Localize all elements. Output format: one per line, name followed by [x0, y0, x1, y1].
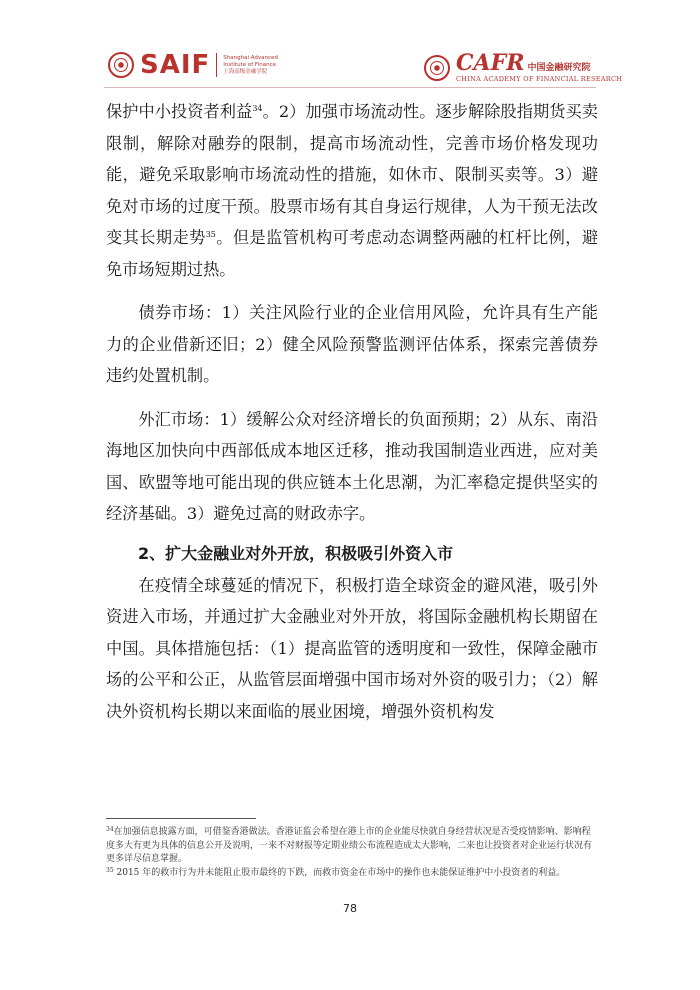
page-header	[0, 0, 700, 96]
footnote-rule	[106, 818, 256, 819]
logo-divider	[216, 53, 217, 77]
paragraph-foreign-capital: 在疫情全球蔓延的情况下，积极打造全球资金的避风港，吸引外资进入市场，并通过扩大金融业对外开放，将国际金融机构长期留在中国。具体措施包括：（1）提高监管的透明度和一致性，保障金融市场的公平和公正，从监管层面增强中国市场对外资的吸引力；（2）解决外资机构长期以来面临的展业困境，增强外资机构发	[106, 575, 598, 721]
cafr-seal-icon	[424, 55, 450, 81]
footnote-35: $^{35}$ 2015 年的救市行为并未能阻止股市最终的下跌，而救市资金在市场中的操作也未能保证维护中小投资者的利益。	[106, 866, 566, 878]
saif-seal-icon	[108, 52, 134, 78]
saif-subtitle	[223, 55, 278, 76]
paragraph-stock-market: 保护中小投资者利益$^{34}$。2）加强市场流动性。逐步解除股指期货买卖限制，解除对融券的限制，提高市场流动性，完善市场价格发现功能，避免采取影响市场流动性的措施，如休市、限制买卖等。3）避免对市场的过度干预。股票市场有其自身运行规律，人为干预无法改变其长期走势$^{35}$。但是监管机构可考虑动态调整两融的杠杆比例，避免市场短期过热。	[106, 102, 599, 279]
footnote-34: $^{34}$在加强信息披露方面，可借鉴香港做法。香港证监会希望在港上市的企业能尽快就自身经营状况是否受疫情影响、影响程度多大有更为具体的信息公开及说明，一来不对财报等定期业绩公布流程造成太大影响，二来也让投资者对企业运行状况有更多详尽信息掌握。	[106, 826, 593, 864]
cafr-english-name: CHINA ACADEMY OF FINANCIAL RESEARCH	[456, 75, 623, 83]
footnote-ref-34: 34	[252, 104, 263, 113]
saif-sub-line3: 上海高级金融学院	[223, 68, 268, 75]
saif-logo-text: SAIF	[140, 50, 211, 80]
header-rule	[104, 87, 596, 88]
saif-logo	[108, 52, 278, 78]
cafr-chinese-name: 中国金融研究院	[527, 63, 591, 73]
cafr-logo	[424, 52, 622, 83]
paragraph-fx-market: 外汇市场：1）缓解公众对经济增长的负面预期；2）从东、南沿海地区加快向中西部低成本地区迁移，推动我国制造业西进，应对美国、欧盟等地可能出现的供应链本土化思潮，为汇率稳定提供坚实的经济基础。3）避免过高的财政赤字。	[106, 409, 598, 523]
saif-sub-line2: Institute of Finance	[223, 61, 276, 68]
page-body	[106, 96, 598, 727]
footnotes	[106, 826, 596, 880]
cafr-logo-text: CAFR	[456, 50, 525, 76]
paragraph-bond-market: 债券市场：1）关注风险行业的企业信用风险，允许具有生产能力的企业借新还旧；2）健全风险预警监测评估体系，探索完善债券违约处置机制。	[106, 303, 598, 385]
saif-sub-line1: Shanghai Advanced	[223, 54, 278, 61]
footnote-ref-35: 35	[205, 230, 216, 239]
page-number: 78	[343, 902, 357, 915]
section-heading: 2、扩大金融业对外开放，积极吸引外资入市	[138, 543, 454, 563]
